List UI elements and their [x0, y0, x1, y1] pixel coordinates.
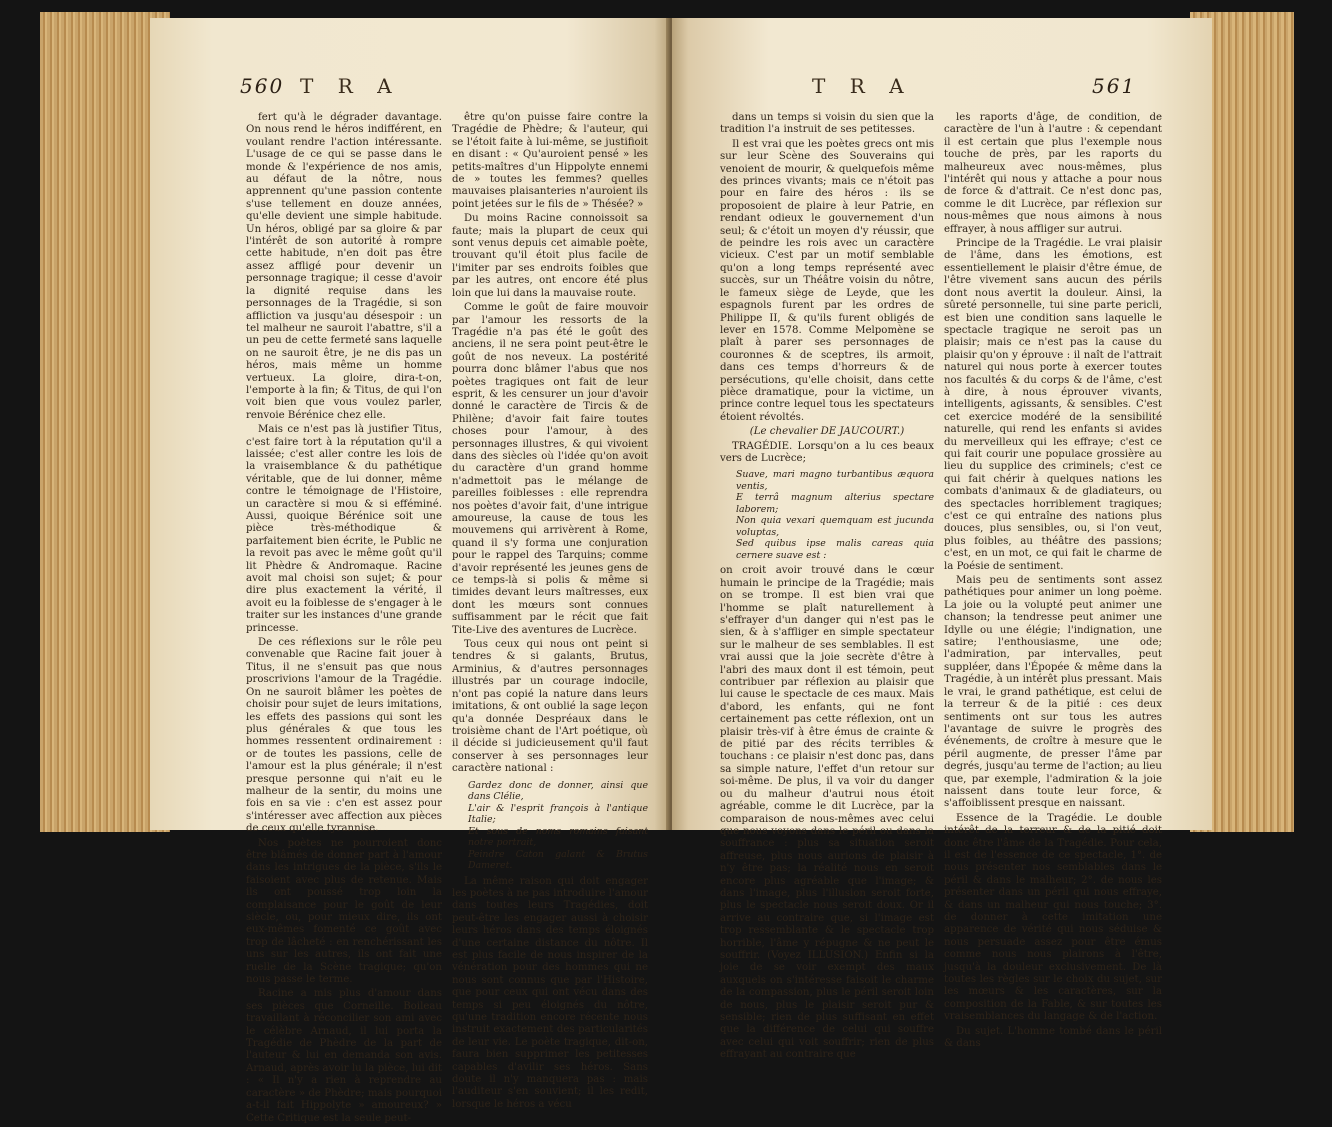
- left-page: [150, 18, 670, 1124]
- verse-line: L'air & l'esprit françois à l'antique Italie;: [468, 802, 648, 826]
- paragraph: les raports d'âge, de condition, de caractère de l'un à l'autre : & cependant il est certain que plus l'exemple nous touche de près, par les raports du malheureux avec nous-mêmes, plus l'intérêt qui nous y attache a pour nous de force & d'attrait. Ce n'est donc pas, comme le dit Lucrèce, par réflexion sur nous-mêmes que nous aimons à nous effrayer, à nous affliger sur autrui.: [944, 112, 1162, 235]
- right-column-2: [944, 112, 1162, 1052]
- right-column-1: [720, 112, 934, 1064]
- verse-quote: [736, 469, 934, 561]
- paragraph: Du sujet. L'homme tombé dans le péril & dans: [944, 1025, 1162, 1050]
- left-column-2: [452, 112, 648, 1113]
- paragraph: fert qu'à le dégrader davantage. On nous rend le héros indifférent, en voulant rendre l'action intéressante. L'usage de ce qui se passe dans le monde & l'expérience de nos amis, au défaut de la nôtre, nous apprennent qu'une passion contente s'use tellement en douze années, qu'elle devient une simple habitude. Un héros, obligé par sa gloire & par l'intérêt de son autorité à rompre cette habitude, n'en doit pas être assez affligé pour devenir un personnage tragique; il cesse d'avoir la dignité requise dans les personnages de la Tragédie, si son affliction va jusqu'au désespoir : un tel malheur ne sauroit l'abattre, s'il a un peu de cette fermeté sans laquelle on ne sauroit être, je ne dis pas un héros, mais même un homme vertueux. La gloire, dira-t-on, l'emporte à la fin; & Titus, de qui l'on voit bien que vous voulez parler, renvoie Bérénice chez elle.: [246, 112, 442, 421]
- running-head-left: T R A: [300, 74, 401, 98]
- verse-line: E terrâ magnum alterius spectare laborem;: [736, 492, 934, 515]
- paragraph: Mais peu de sentiments sont assez pathétiques pour animer un long poème. La joie ou la volupté peut animer une chanson; la tendresse peut animer une Idylle ou une élégie; l'indignation, une satire; l'enthousiasme, une ode; l'admiration, par intervalles, peut suppléer, dans l'Épopée & même dans la Tragédie, à un intérêt plus pressant. Mais le vrai, le grand pathétique, est celui de la terreur & de la pitié : ces deux sentiments ont sur tous les autres l'avantage de suivre le progrès des événements, de croître à mesure que le péril augmente, de presser l'âme par degrés, jusqu'au terme de l'action; au lieu que, par exemple, l'admiration & la joie naissent dans toute leur force, & s'affoiblissent presque en naissant.: [944, 575, 1162, 810]
- verse-line: Peindre Caton galant & Brutus Dameret.: [468, 848, 648, 872]
- verse-line: Gardez donc de donner, ainsi que dans Clélie,: [468, 779, 648, 803]
- paragraph: dans un temps si voisin du sien que la tradition l'a instruit de ses petitesses.: [720, 112, 934, 136]
- page-number-right: 561: [1092, 74, 1137, 98]
- paragraph: Mais ce n'est pas là justifier Titus, c'est faire tort à la réputation qu'il a laissée; c'est aller contre les lois de la vraisemblance & du pathétique véritable, que de lui donner, même contre le témoignage de l'Histoire, un caractère si mou & si efféminé. Aussi, quoique Bérénice soit une pièce très-méthodique & parfaitement bien écrite, le Public ne la revoit pas avec le même goût qu'il lit Phèdre & Andromaque. Racine avoit mal choisi son sujet; & pour dire plus exactement la vérité, il avoit eu la foiblesse de s'engager à le traiter sur les instances d'une grande princesse.: [246, 424, 442, 634]
- paragraph: Du moins Racine connoissoit sa faute; mais la plupart de ceux qui sont venus depuis cet aimable poète, trouvant qu'il étoit plus facile de l'imiter par ses endroits foibles que par les autres, ont encore été plus loin que lui dans la mauvaise route.: [452, 213, 648, 299]
- running-head-right: T R A: [812, 74, 913, 98]
- paragraph: Il est vrai que les poètes grecs ont mis sur leur Scène des Souverains qui venoient de mourir, & quelquefois même des princes vivants; mais ce n'étoit pas pour en faire des héros : ils se proposoient de plaire à leur Patrie, en rendant odieux le gouvernement d'un seul; & c'étoit un moyen d'y réussir, que de peindre les rois avec un caractère vicieux. C'est par un motif semblable qu'on a long temps représenté avec succès, sur un Théâtre voisin du nôtre, le fameux siège de Leyde, que les espagnols furent par les ordres de Philippe II, & qu'ils furent obligés de lever en 1578. Comme Melpomène se plaît à parer ses personnages de couronnes & de sceptres, ils armoit, dans ces temps d'horreurs & de persécutions, qu'elle choisit, dans cette pièce dramatique, pour la victime, un prince contre lequel tous les spectateurs étoient révoltés.: [720, 138, 934, 423]
- paragraph: Tous ceux qui nous ont peint si tendres & si galants, Brutus, Arminius, & d'autres personnages illustrés par un courage indocile, n'ont pas copié la nature dans leurs imitations, & ont oublié la sage leçon qu'a donnée Despréaux dans le troisième chant de l'Art poétique, où il décide si judicieusement qu'il faut conserver à ses personnages leur caractère national :: [452, 639, 648, 775]
- page-number-left: 560: [240, 74, 285, 98]
- verse-line: Et sous de noms romains faisant notre portrait,: [468, 825, 648, 849]
- paragraph: être qu'on puisse faire contre la Tragédie de Phèdre; & l'auteur, qui se l'étoit faite à lui-même, se justifioit en disant : « Qu'auroient pensé » les petits-maîtres d'un Hippolyte ennemi de » toutes les femmes? quelles mauvaises plaisanteries n'auroient ils point jetées sur le fils de » Thésée? »: [452, 112, 648, 210]
- paragraph: Racine a mis plus d'amour dans ses pièces que Corneille. Boileau travaillant à réconcilier son ami avec le célèbre Arnaud, il lui porta la Tragédie de Phèdre de la part de l'auteur & lui en demanda son avis. Arnaud, après avoir lu la pièce, lui dit : « Il n'y a rien à reprendre au caractère » de Phèdre; mais pourquoi a-t-il fait Hippolyte » amoureux? » Cette Critique est la seule peut-: [246, 988, 442, 1124]
- paragraph: Principe de la Tragédie. Le vrai plaisir de l'âme, dans les émotions, est essentiellement le plaisir d'être émue, de l'être vivement sans aucun des périls dont nous avertit la douleur. Ainsi, la sûreté personnelle, tui sine parte pericli, est bien une condition sans laquelle le spectacle tragique ne seroit pas un plaisir; mais ce n'est pas la cause du plaisir qu'on y éprouve : il naît de l'attrait naturel qui nous porte à exercer toutes nos facultés & du corps & de l'âme, c'est à dire, à nous éprouver vivants, intelligents, agissants, & sensibles. C'est cet exercice modéré de la sensibilité naturelle, qui rend les enfants si avides du merveilleux qui les effraye; c'est ce qui fait courir une populace grossière au lieu du supplice des criminels; c'est ce qui fait chérir à quelques nations les combats d'animaux & de gladiateurs, ou des spectacles horriblement tragiques; c'est ce qui entraîne des nations plus douces, plus sensibles, ou, si l'on veut, plus foibles, au théâtre des passions; c'est, en un mot, ce qui fait le charme de la Poésie de sentiment.: [944, 238, 1162, 572]
- verse-line: Sed quibus ipse malis careas quia cernere suave est :: [736, 538, 934, 561]
- right-page: [672, 18, 1212, 1061]
- verse-line: Non quia vexari quemquam est jucunda voluptas,: [736, 515, 934, 538]
- paragraph: Nos poètes ne pourroient donc être blâmés de donner part à l'amour dans les intrigues de la pièce, s'ils le faisoient avec plus de retenue. Mais ils ont poussé trop loin la complaisance pour le goût de leur siècle, ou, pour mieux dire, ils ont eux-mêmes fomenté ce goût avec trop de lâcheté : en renchérissant les uns sur les autres, ils ont fait une ruelle de la Scène tragique; qu'on nous passe le terme.: [246, 837, 442, 986]
- verse-quote: [468, 780, 648, 872]
- paragraph: Essence de la Tragédie. Le double intérêt de la terreur & de la pitié doit donc être l'âme de la Tragédie. Pour cela, il est de l'essence de ce spectacle, 1°. de nous présenter nos semblables dans le péril & dans le malheur; 2°. de nous les présenter dans un péril qui nous effraye, & dans un malheur qui nous touche; 3°. de donner à cette imitation une apparence de vérité qui nous séduise & nous persuade assez pour être émus comme nous nous plairons à l'être, jusqu'à la douleur exclusivement. De là toutes les règles sur le choix du sujet, sur les mœurs & les caractères, sur la composition de la Fable, & sur toutes les vraisemblances du langage & de l'action.: [944, 812, 1162, 1023]
- paragraph: Comme le goût de faire mouvoir par l'amour les ressorts de la Tragédie n'a pas été le goût des anciens, il ne sera point peut-être le goût de nos neveux. La postérité pourra donc blâmer l'abus que nos poètes tragiques ont fait de leur esprit, & les censurer un jour d'avoir donné le caractère de Tircis & de Philène; d'avoir fait faire toutes choses pour l'amour, à des personnages illustres, & qui vivoient dans des siècles où l'idée qu'on avoit du caractère d'un grand homme n'admettoit pas le mélange de pareilles foiblesses : elle reprendra nos poètes d'avoir fait, d'une intrigue amoureuse, la cause de tous les mouvemens qui arrivèrent à Rome, quand il s'y forma une conjuration pour le rappel des Tarquins; comme d'avoir représenté les jeunes gens de ce temps-là si polis & même si timides devant leurs maîtresses, eux dont les mœurs sont connues suffisamment par le récit que fait Tite-Live des aventures de Lucrèce.: [452, 302, 648, 636]
- paragraph: La même raison qui doit engager les poètes à ne pas introduire l'amour dans toutes leurs Tragédies, doit peut-être les engager aussi à choisir leurs héros dans des temps éloignés d'une certaine distance du nôtre. Il est plus facile de nous inspirer de la vénération pour des hommes qui ne nous sont connus que par l'Histoire, que pour ceux qui ont vécu dans des temps si peu éloignés du nôtre, qu'une tradition encore récente nous instruit exactement des particularités de leur vie. Le poète tragique, dit-on, faura bien supprimer les petitesses capables d'avilir ses héros. Sans doute il n'y manquera pas : mais l'auditeur s'en souvient; il les redit, lorsque le héros a vécu: [452, 875, 648, 1110]
- author-signature: (Le chevalier DE JAUCOURT.): [749, 426, 905, 438]
- verse-line: Suave, mari magno turbantibus æquora ventis,: [736, 469, 934, 492]
- paragraph: De ces réflexions sur le rôle peu convenable que Racine fait jouer à Titus, il ne s'ensuit pas que nous proscrivions l'amour de la Tragédie. On ne sauroit blâmer les poètes de choisir pour sujet de leurs imitations, les effets des passions qui sont les plus générales & que tous les hommes ressentent ordinairement : or de toutes les passions, celle de l'amour est la plus générale; il n'est presque personne qui n'ait eu le malheur de la sentir, du moins une fois en sa vie : c'en est assez pour s'intéresser avec affection aux pièces de ceux qu'elle tyrannise.: [246, 637, 442, 835]
- paragraph: on croit avoir trouvé dans le cœur humain le principe de la Tragédie; mais on se trompe. Il est bien vrai que l'homme se plaît naturellement à s'effrayer d'un danger qui n'est pas le sien, & à s'affliger en simple spectateur sur le malheur de ses semblables. Il est vrai aussi que la joie secrète d'être à l'abri des maux dont il est témoin, peut contribuer par réflexion au plaisir que lui cause le spectacle de ces maux. Mais d'abord, les enfants, qui ne font certainement pas cette réflexion, ont un plaisir très-vif à être émus de crainte & de pitié par des récits terribles & touchans : ce plaisir n'est donc pas, dans sa simple nature, l'effet d'un retour sur soi-même. De plus, il va voir du danger ou du malheur d'autrui nous étoit agréable, comme le dit Lucrèce, par la comparaison de nous-mêmes avec celui que nous voyons dans le péril ou dans la souffrance : plus sa situation seroit affreuse, plus nous aurions de plaisir à n'y être pas; la réalité nous en seroit encore plus agréable que l'image; & dans l'image, plus l'illusion seroit forte, plus le spectacle nous seroit doux. Or il arrive au contraire que, si l'image est trop ressemblante & le spectacle trop horrible, l'âme y répugne & ne peut le souffrir. (Voyez ILLUSION.) Enfin si la joie de se voir exempt des maux auxquels on s'intéresse faisoit le charme de la compassion, plus le péril seroit loin de nous, plus le plaisir seroit pur & sensible; rien de plus suffisant en effet que la différence de celui qui souffre avec celui qui voit souffrir; rien de plus effrayant au contraire que: [720, 565, 934, 1061]
- paragraph: TRAGÉDIE. Lorsqu'on a lu ces beaux vers de Lucrèce;: [720, 440, 934, 464]
- left-column-1: [246, 112, 442, 1127]
